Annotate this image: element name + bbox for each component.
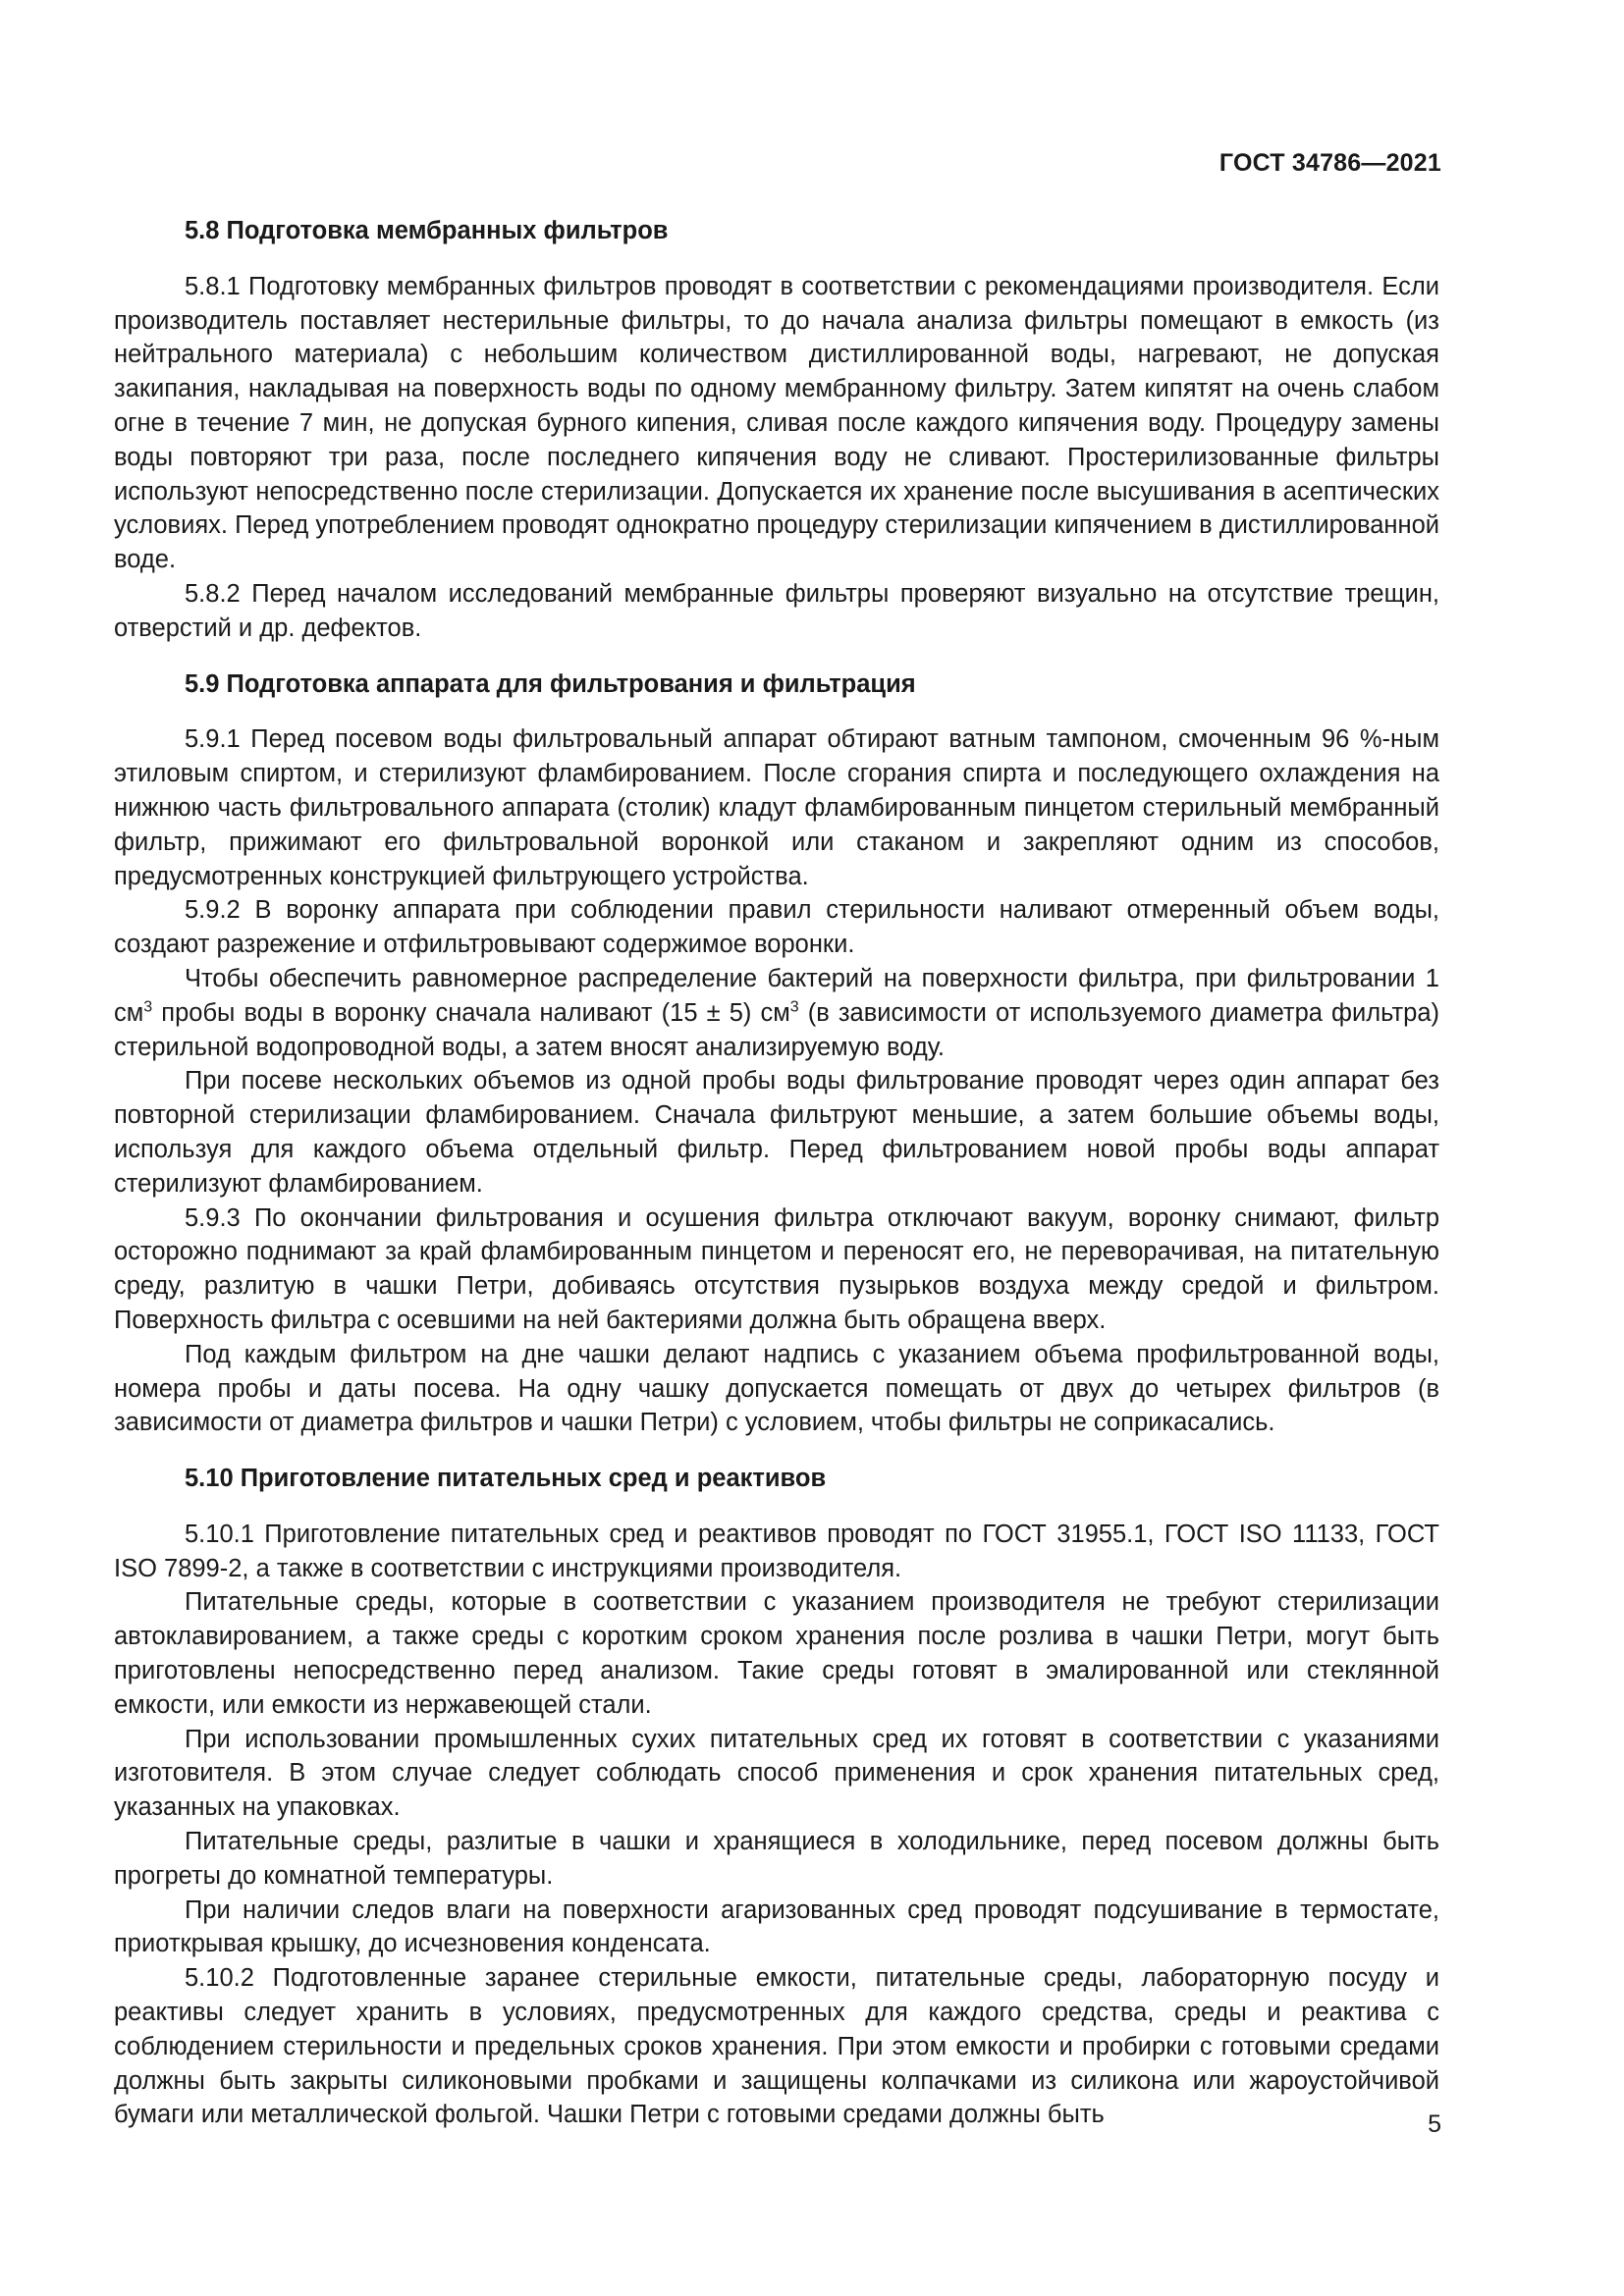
paragraph-5-9-2: 5.9.2 В воронку аппарата при соблюдении правил стерильности наливают отмеренный объем воды, создают разрежение и отфильтровывают содержимое воронки. xyxy=(114,896,1439,959)
section-heading-5-10: 5.10 Приготовление питательных сред и реактивов xyxy=(185,1465,827,1493)
paragraph-media-sterilization: Питательные среды, которые в соответствии с указанием производителя не требуют стерилизации автоклавированием, а также среды с коротким сроком хранения после розлива в чашки Петри, могут быть приготовлены непосредственно перед анализом. Такие среды готовят в эмалированной или стеклянной емкости, или емкости из нержавеющей стали. xyxy=(114,1588,1439,1719)
page-number: 5 xyxy=(1428,2110,1441,2138)
page-body xyxy=(114,214,1439,2132)
paragraph-warming: Питательные среды, разлитые в чашки и хранящиеся в холодильнике, перед посевом должны быть прогреты до комнатной температуры. xyxy=(114,1828,1439,1890)
paragraph-labeling: Под каждым фильтром на дне чашки делают надпись с указанием объема профильтрованной воды, номера пробы и даты посева. На одну чашку допускается помещать от двух до четырех фильтров (в зависимости от диаметра фильтров и чашки Петри) с условием, чтобы фильтры не соприкасались. xyxy=(114,1340,1439,1437)
paragraph-drying: При наличии следов влаги на поверхности агаризованных сред проводят подсушивание в термостате, приоткрывая крышку, до исчезновения конденсата. xyxy=(114,1896,1439,1958)
paragraph-5-10-1: 5.10.1 Приготовление питательных сред и реактивов проводят по ГОСТ 31955.1, ГОСТ ISO 11133, ГОСТ ISO 7899-2, а также в соответствии с инструкциями производителя. xyxy=(114,1520,1439,1582)
text-fragment: Чтобы обеспечить равномерное распределение бактерий на поверхности фильтра, при фильтровании 1 см xyxy=(114,964,1439,1027)
paragraph-5-9-3: 5.9.3 По окончании фильтрования и осушения фильтра отключают вакуум, воронку снимают, фильтр осторожно поднимают за край фламбированным пинцетом и переносят его, не переворачивая, на питательную среду, разлитую в чашки Петри, добиваясь отсутствия пузырьков воздуха между средой и фильтром. Поверхность фильтра с осевшими на ней бактериями должна быть обращена вверх. xyxy=(114,1203,1439,1334)
paragraph-filtration-volume xyxy=(114,962,1439,1064)
superscript-cubic: 3 xyxy=(789,998,799,1016)
document-code-header: ГОСТ 34786—2021 xyxy=(1218,149,1441,177)
paragraph-5-9-1: 5.9.1 Перед посевом воды фильтровальный аппарат обтирают ватным тампоном, смоченным 96 %-ным этиловым спиртом, и стерилизуют фламбированием. После сгорания спирта и последующего охлаждения на нижнюю часть фильтровального аппарата (столик) кладут фламбированным пинцетом стерильный мембранный фильтр, прижимают его фильтровальной воронкой или стаканом и закрепляют одним из способов, предусмотренных конструкцией фильтрующего устройства. xyxy=(114,725,1439,890)
text-fragment: (в зависимости от используемого диаметра фильтра) стерильной водопроводной воды, а затем вносят анализируемую воду. xyxy=(114,998,1439,1061)
paragraph-multiple-volumes: При посеве нескольких объемов из одной пробы воды фильтрование проводят через один аппарат без повторной стерилизации фламбированием. Сначала фильтруют меньшие, а затем большие объемы воды, используя для каждого объема отдельный фильтр. Перед фильтрованием новой пробы воды аппарат стерилизуют фламбированием. xyxy=(114,1067,1439,1198)
section-heading-5-8: 5.8 Подготовка мембранных фильтров xyxy=(185,217,669,244)
superscript-cubic: 3 xyxy=(143,998,153,1016)
text-fragment: пробы воды в воронку сначала наливают (15 ± 5) см xyxy=(152,998,790,1027)
paragraph-5-8-1: 5.8.1 Подготовку мембранных фильтров проводят в соответствии с рекомендациями производителя. Если производитель поставляет нестерильные фильтры, то до начала анализа фильтры помещают в емкость (из нейтрального материала) с небольшим количеством дистиллированной воды, нагревают, не допуская закипания, накладывая на поверхность воды по одному мембранному фильтру. Затем кипятят на очень слабом огне в течение 7 мин, не допуская бурного кипения, сливая после каждого кипячения воду. Процедуру замены воды повторяют три раза, после последнего кипячения воду не сливают. Простерилизованные фильтры используют непосредственно после стерилизации. Допускается их хранение после высушивания в асептических условиях. Перед употреблением проводят однократно процедуру стерилизации кипячением в дистиллированной воде. xyxy=(114,272,1439,574)
paragraph-5-8-2: 5.8.2 Перед началом исследований мембранные фильтры проверяют визуально на отсутствие трещин, отверстий и др. дефектов. xyxy=(114,579,1439,642)
section-heading-5-9: 5.9 Подготовка аппарата для фильтрования и фильтрация xyxy=(185,669,916,698)
paragraph-dry-media: При использовании промышленных сухих питательных сред их готовят в соответствии с указаниями изготовителя. В этом случае следует соблюдать способ применения и срок хранения питательных сред, указанных на упаковках. xyxy=(114,1725,1439,1822)
paragraph-5-10-2: 5.10.2 Подготовленные заранее стерильные емкости, питательные среды, лабораторную посуду и реактивы следует хранить в условиях, предусмотренных для каждого средства, среды и реактива с соблюдением стерильности и предельных сроков хранения. При этом емкости и пробирки с готовыми средами должны быть закрыты силиконовыми пробками и защищены колпачками из силикона или жароустойчивой бумаги или металлической фольгой. Чашки Петри с готовыми средами должны быть xyxy=(114,1964,1439,2129)
